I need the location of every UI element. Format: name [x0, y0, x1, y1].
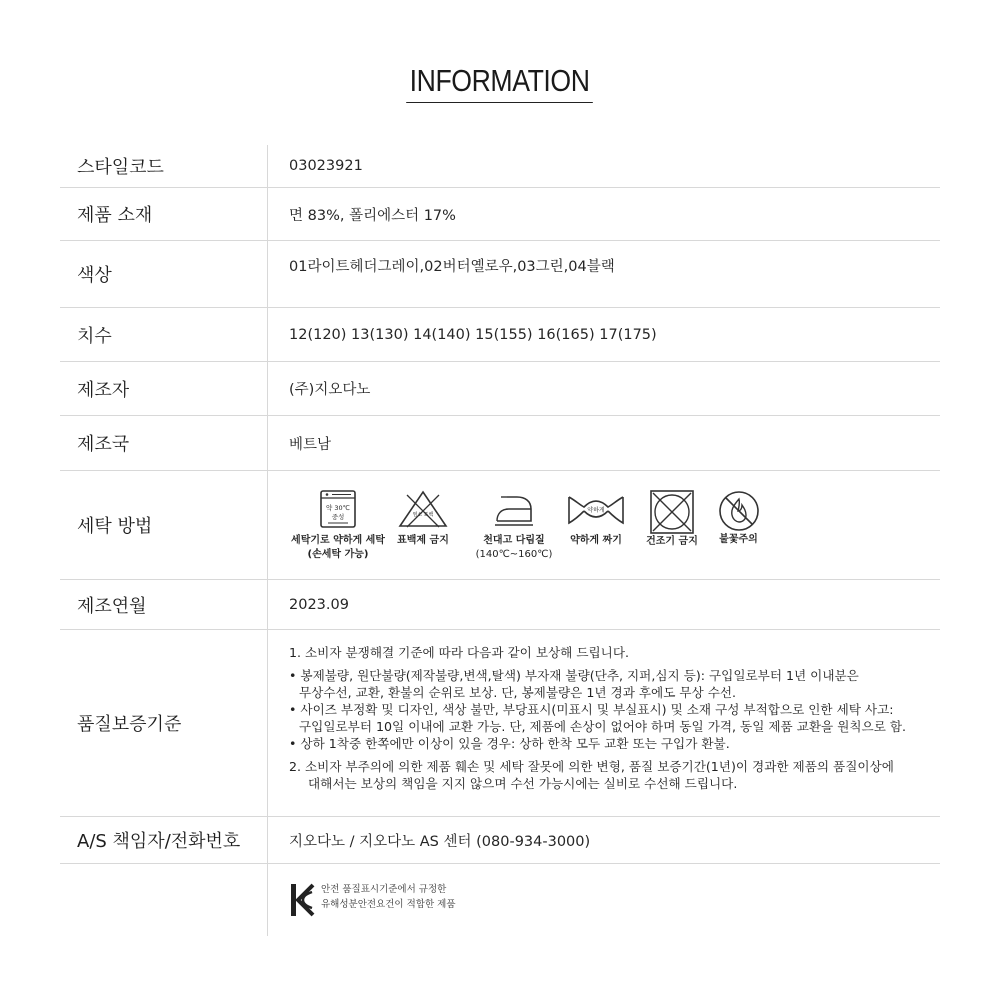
row-kc: [60, 864, 940, 936]
quality-line-6: • 상하 1착중 한쪽에만 이상이 있을 경우: 상하 한착 모두 교환 또는 구입가 환불.: [289, 736, 730, 751]
kc-logo-icon: [289, 882, 315, 918]
value-material: 면 83%, 폴리에스터 17%: [289, 207, 456, 224]
kc-mark: [268, 864, 940, 936]
value-country: 베트남: [289, 436, 332, 453]
value-date: 2023.09: [289, 596, 349, 613]
row-date: [60, 580, 940, 630]
caption-bleach: 표백제 금지: [397, 535, 449, 546]
label-style-code: 스타일코드: [60, 145, 268, 187]
wash-icons: [268, 471, 940, 579]
label-quality: 품질보증기준: [60, 630, 268, 816]
info-table: [60, 145, 940, 936]
row-material: [60, 188, 940, 241]
caption-fire: 불꽃주의: [719, 534, 758, 545]
label-size: 치수: [60, 308, 268, 361]
value-style-code: 03023921: [289, 158, 363, 174]
caption-iron-1: 천대고 다림질: [483, 535, 545, 546]
page-title: INFORMATION: [407, 62, 594, 103]
quality-text: [268, 630, 940, 816]
quality-line-1: 1. 소비자 분쟁해결 기준에 따라 다음과 같이 보상해 드립니다.: [289, 645, 630, 660]
label-date: 제조연월: [60, 580, 268, 629]
row-style-code: [60, 145, 940, 188]
no-bleach-icon: [397, 489, 449, 529]
tub-text-1: 약 30℃: [326, 504, 350, 512]
tri-text: 염소 표백: [412, 512, 434, 518]
kc-text: [321, 882, 456, 912]
tub-text-2: 중성: [331, 513, 345, 521]
caption-machine-2: (손세탁 가능): [307, 549, 369, 560]
wash-item-bleach: [393, 489, 453, 548]
iron-icon: [491, 489, 537, 529]
wring-text: 약하게: [587, 507, 605, 514]
label-wash: 세탁 방법: [60, 471, 268, 579]
label-color: 색상: [60, 241, 268, 307]
caption-dryer: 건조기 금지: [646, 536, 698, 547]
label-as: A/S 책임자/전화번호: [60, 817, 268, 863]
wash-item-machine: [283, 489, 393, 561]
row-wash: [60, 471, 940, 580]
no-tumble-dry-icon: [649, 489, 695, 535]
kc-text-1: 안전 품질표시기준에서 규정한: [321, 884, 447, 895]
wring-gently-icon: [566, 489, 626, 529]
kc-text-2: 유해성분안전요건이 적합한 제품: [321, 899, 456, 910]
value-maker: (주)지오다노: [289, 382, 371, 398]
row-quality: [60, 630, 940, 817]
caption-wring: 약하게 짜기: [570, 535, 622, 546]
label-country: 제조국: [60, 416, 268, 470]
value-as: 지오다노 / 지오다노 AS 센터 (080-934-3000): [289, 833, 591, 850]
value-color: 01라이트헤더그레이,02버터옐로우,03그린,04블랙: [289, 259, 615, 275]
row-country: [60, 416, 940, 471]
value-size: 12(120) 13(130) 14(140) 15(155) 16(165) 17(175): [289, 326, 657, 343]
label-maker: 제조자: [60, 362, 268, 415]
caption-iron-2: (140℃~160℃): [475, 549, 553, 560]
row-as: [60, 817, 940, 864]
label-material: 제품 소재: [60, 188, 268, 240]
machine-wash-gentle-icon: [319, 489, 357, 529]
quality-line-7: 2. 소비자 부주의에 의한 제품 훼손 및 세탁 잘못에 의한 변형, 품질 보증기간(1년)이 경과한 제품의 품질이상에: [289, 759, 894, 774]
row-maker: [60, 362, 940, 416]
quality-line-8: 대해서는 보상의 책임을 지지 않으며 수선 가능시에는 실비로 수선해 드립니다.: [308, 776, 738, 791]
quality-line-2: • 봉제불량, 원단불량(제작불량,변색,탈색) 부자재 불량(단추, 지퍼,심지 등): 구입일로부터 1년 이내분은: [289, 668, 859, 683]
caption-machine-1: 세탁기로 약하게 세탁: [291, 535, 385, 546]
quality-line-3: 무상수선, 교환, 환불의 순위로 보상. 단, 봉제불량은 1년 경과 후에도 무상 수선.: [299, 685, 737, 700]
label-kc-empty: [60, 864, 268, 936]
wash-item-iron: [469, 489, 559, 561]
wash-item-wring: [561, 489, 631, 548]
wash-item-dryer: [637, 489, 707, 549]
quality-line-4: • 사이즈 부정확 및 디자인, 색상 불만, 부당표시(미표시 및 부실표시) 및 소재 구성 부적합으로 인한 세탁 사고:: [289, 702, 894, 717]
title-area: [0, 0, 1000, 122]
row-color: [60, 241, 940, 308]
row-size: [60, 308, 940, 362]
quality-line-5: 구입일로부터 10일 이내에 교환 가능. 단, 제품에 손상이 없어야 하며 동일 가격, 동일 제품 교환을 원칙으로 함.: [299, 719, 907, 734]
keep-from-fire-icon: [717, 489, 761, 533]
wash-item-fire: [711, 489, 766, 547]
